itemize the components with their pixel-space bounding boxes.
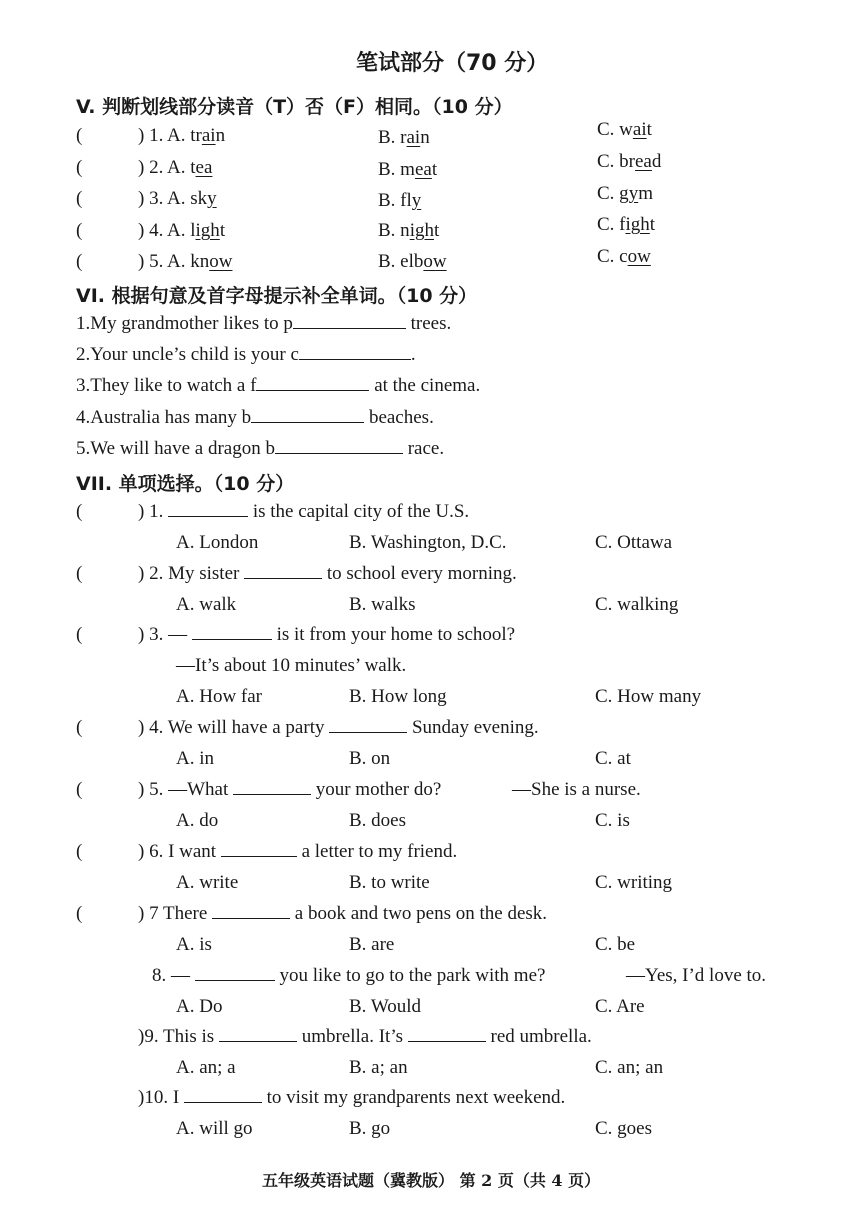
answer-blank[interactable] xyxy=(233,780,311,795)
question-vi-1: 1.My grandmother likes to p trees. xyxy=(76,313,452,334)
answer-paren: ( xyxy=(76,251,83,272)
option-b[interactable]: B. a; an xyxy=(349,1057,408,1078)
answer-paren: ( xyxy=(76,841,83,862)
question-v2-b: B. meat xyxy=(378,159,438,180)
option-c[interactable]: C. walking xyxy=(595,594,679,615)
question-vii-5: ) 5. —What your mother do? xyxy=(138,779,442,800)
option-b[interactable]: B. Would xyxy=(349,996,422,1017)
option-c[interactable]: C. Are xyxy=(595,996,645,1017)
answer-blank[interactable] xyxy=(293,314,406,329)
question-vii-9: )9. This is umbrella. It’s red umbrella. xyxy=(138,1026,592,1047)
option-c[interactable]: C. goes xyxy=(595,1118,652,1139)
answer-blank[interactable] xyxy=(329,718,407,733)
answer-paren: ( xyxy=(76,501,83,522)
answer-blank[interactable] xyxy=(256,376,369,391)
question-v5-c: C. cow xyxy=(597,246,651,267)
question-v2-c: C. bread xyxy=(597,151,662,172)
option-b[interactable]: B. does xyxy=(349,810,406,831)
question-vii-8: 8. — you like to go to the park with me? xyxy=(152,965,546,986)
question-vii-6: ) 6. I want a letter to my friend. xyxy=(138,841,458,862)
option-b[interactable]: B. Washington, D.C. xyxy=(349,532,507,553)
question-v4-a: ) 4. A. light xyxy=(138,220,226,241)
page-title: 笔试部分（70 分） xyxy=(356,51,549,76)
question-vii-5-reply: —She is a nurse. xyxy=(512,779,641,800)
question-vi-4: 4.Australia has many b beaches. xyxy=(76,407,434,428)
option-a[interactable]: A. do xyxy=(176,810,219,831)
question-vii-8-reply: —Yes, I’d love to. xyxy=(626,965,767,986)
question-vi-2: 2.Your uncle’s child is your c . xyxy=(76,344,416,365)
option-b[interactable]: B. to write xyxy=(349,872,430,893)
option-a[interactable]: A. will go xyxy=(176,1118,253,1139)
question-v4-b: B. night xyxy=(378,220,440,241)
option-c[interactable]: C. an; an xyxy=(595,1057,664,1078)
option-c[interactable]: C. How many xyxy=(595,686,702,707)
answer-paren: ( xyxy=(76,717,83,738)
option-a[interactable]: A. in xyxy=(176,748,214,769)
answer-paren: ( xyxy=(76,157,83,178)
answer-blank[interactable] xyxy=(168,502,248,517)
question-v1-a: ) 1. A. train xyxy=(138,125,226,146)
answer-paren: ( xyxy=(76,188,83,209)
answer-blank[interactable] xyxy=(251,408,364,423)
option-b[interactable]: B. go xyxy=(349,1118,391,1139)
option-a[interactable]: A. is xyxy=(176,934,212,955)
answer-blank[interactable] xyxy=(219,1027,297,1042)
option-b[interactable]: B. walks xyxy=(349,594,416,615)
answer-paren: ( xyxy=(76,624,83,645)
question-vii-1: ) 1. is the capital city of the U.S. xyxy=(138,501,470,522)
answer-paren: ( xyxy=(76,903,83,924)
answer-paren: ( xyxy=(76,563,83,584)
answer-blank[interactable] xyxy=(221,842,297,857)
option-c[interactable]: C. Ottawa xyxy=(595,532,673,553)
answer-blank[interactable] xyxy=(212,904,290,919)
answer-blank[interactable] xyxy=(192,625,272,640)
question-vii-4: ) 4. We will have a party Sunday evening. xyxy=(138,717,539,738)
question-v5-a: ) 5. A. know xyxy=(138,251,233,272)
question-v5-b: B. elbow xyxy=(378,251,447,272)
question-v1-c: C. wait xyxy=(597,119,652,140)
question-vi-5: 5.We will have a dragon b race. xyxy=(76,438,445,459)
answer-blank[interactable] xyxy=(299,345,411,360)
answer-blank[interactable] xyxy=(408,1027,486,1042)
question-v3-c: C. gym xyxy=(597,183,653,204)
section-v-header: V. 判断划线部分读音（T）否（F）相同。（10 分） xyxy=(76,96,513,118)
option-b[interactable]: B. How long xyxy=(349,686,447,707)
question-vii-10: )10. I to visit my grandparents next weekend. xyxy=(138,1087,566,1108)
page-footer: 五年级英语试题（冀教版） 第 2 页（共 4 页） xyxy=(262,1171,601,1190)
answer-blank[interactable] xyxy=(244,564,322,579)
question-v4-c: C. fight xyxy=(597,214,656,235)
question-vii-7: ) 7 There a book and two pens on the desk. xyxy=(138,903,548,924)
answer-paren: ( xyxy=(76,220,83,241)
option-a[interactable]: A. How far xyxy=(176,686,263,707)
option-c[interactable]: C. is xyxy=(595,810,630,831)
answer-paren: ( xyxy=(76,125,83,146)
question-v2-a: ) 2. A. tea xyxy=(138,157,213,178)
section-vii-header: VII. 单项选择。（10 分） xyxy=(76,473,295,495)
option-b[interactable]: B. are xyxy=(349,934,395,955)
answer-blank[interactable] xyxy=(195,966,275,981)
question-v3-b: B. fly xyxy=(378,190,422,211)
question-v3-a: ) 3. A. sky xyxy=(138,188,217,209)
option-c[interactable]: C. at xyxy=(595,748,631,769)
answer-blank[interactable] xyxy=(184,1088,262,1103)
option-c[interactable]: C. be xyxy=(595,934,636,955)
option-a[interactable]: A. walk xyxy=(176,594,237,615)
answer-blank[interactable] xyxy=(275,439,403,454)
option-a[interactable]: A. Do xyxy=(176,996,223,1017)
section-vi-header: VI. 根据句意及首字母提示补全单词。（10 分） xyxy=(76,285,478,307)
option-a[interactable]: A. London xyxy=(176,532,259,553)
question-v1-b: B. rain xyxy=(378,127,430,148)
question-vii-3: ) 3. — is it from your home to school? xyxy=(138,624,516,645)
option-b[interactable]: B. on xyxy=(349,748,391,769)
option-a[interactable]: A. write xyxy=(176,872,239,893)
option-c[interactable]: C. writing xyxy=(595,872,673,893)
option-a[interactable]: A. an; a xyxy=(176,1057,236,1078)
answer-paren: ( xyxy=(76,779,83,800)
question-vii-3-reply: —It’s about 10 minutes’ walk. xyxy=(176,655,407,676)
question-vi-3: 3.They like to watch a f at the cinema. xyxy=(76,375,481,396)
question-vii-2: ) 2. My sister to school every morning. xyxy=(138,563,517,584)
